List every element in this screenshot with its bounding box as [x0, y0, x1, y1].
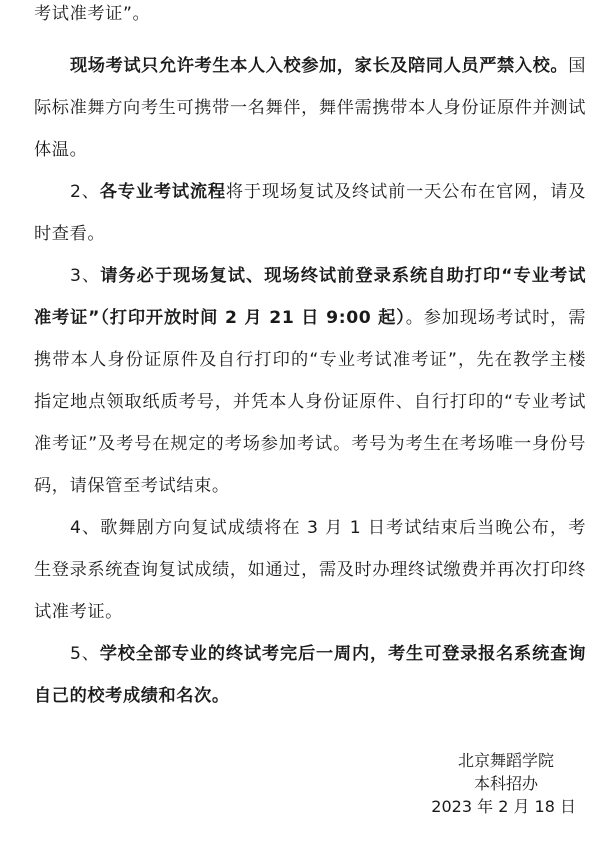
item-3-text: 。参加现场考试时，需携带本人身份证原件及自行打印的“专业考试准考证”，先在教学主楼指定地点领取纸质考号，并凭本人身份证原件、自行打印的“专业考试准考证”及考号在规定的考场参加考试。考号为考生在考场唯一身份号码，请保管至考试结束。 [34, 308, 586, 496]
item-3-bold: 请务必于现场复试、现场终试前登录系统自助打印“专业考试准考证”（打印开放时间 2 月 21 日 9:00 起） [34, 266, 586, 328]
item-5-bold: 学校全部专业的终试考完后一周内，考生可登录报名系统查询自己的校考成绩和名次。 [34, 644, 586, 706]
item-2-number: 2、 [70, 182, 100, 202]
item-5-number: 5、 [70, 644, 100, 664]
paragraph-onsite-rules [34, 45, 586, 171]
onsite-rule-bold: 现场考试只允许考生本人入校参加，家长及陪同人员严禁入校。 [70, 56, 569, 76]
paragraph-item-5 [34, 633, 586, 717]
continuation-text: 考试准考证”。 [34, 4, 151, 24]
item-3-number: 3、 [70, 266, 101, 286]
signature-organization: 北京舞蹈学院 [457, 751, 554, 770]
item-2-text: 将于现场复试及终试前一天公布在官网，请及时查看。 [34, 182, 586, 244]
paragraph-item-2 [34, 171, 586, 255]
signature-date: 2023 年 2 月 18 日 [431, 797, 576, 816]
item-2-bold: 各专业考试流程 [99, 182, 226, 202]
paragraph-item-3 [34, 255, 586, 507]
paragraph-item-4 [34, 507, 586, 633]
dance-partner-note: 国际标准舞方向考生可携带一名舞伴，舞伴需携带本人身份证原件并测试体温。 [34, 56, 586, 160]
item-4-text: 4、歌舞剧方向复试成绩将在 3 月 1 日考试结束后当晚公布，考生登录系统查询复试成绩，如通过，需及时办理终试缴费并再次打印终试准考证。 [34, 518, 586, 622]
signature-department: 本科招办 [473, 774, 538, 793]
paragraph-continuation [34, 0, 586, 35]
